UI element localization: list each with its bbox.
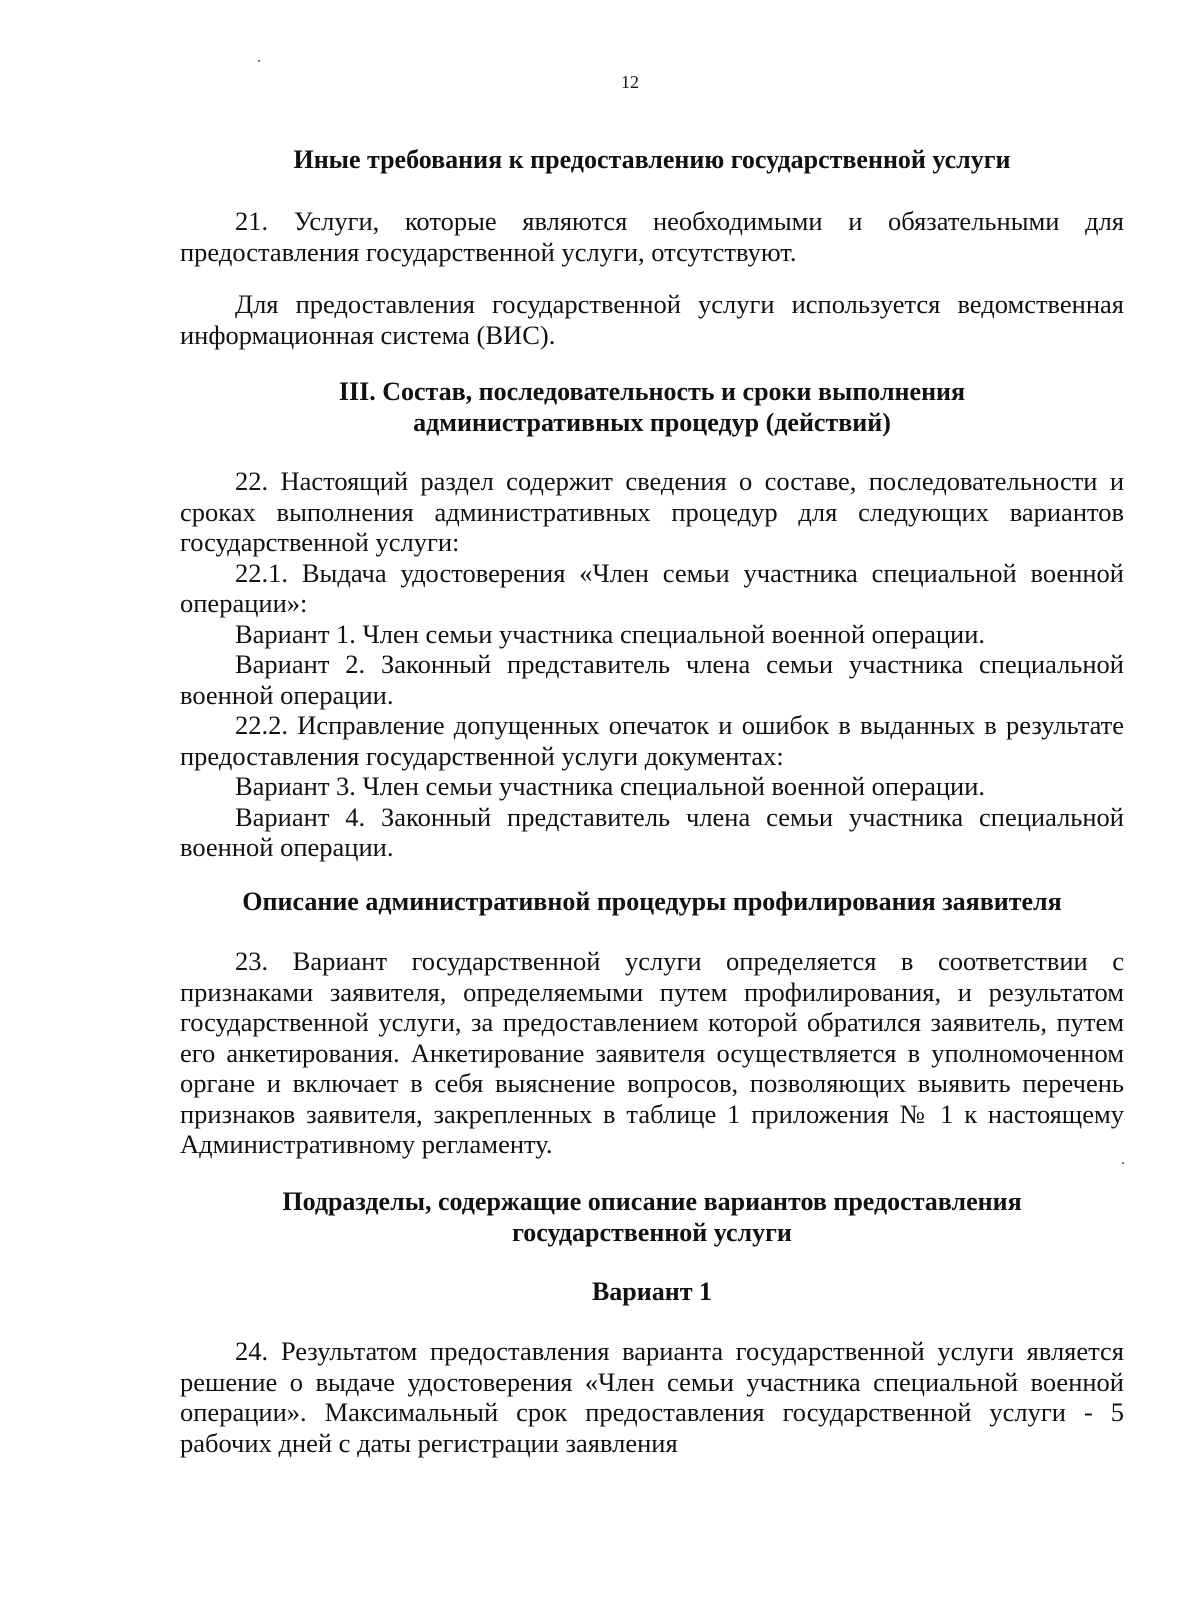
scan-speck (1122, 1162, 1124, 1164)
paragraph-22-2: 22.2. Исправление допущенных опечаток и ошибок в выданных в результате предоставления государственной услуги документах: (180, 710, 1124, 771)
heading-variant-1: Вариант 1 (591, 1277, 713, 1306)
paragraph-24: 24. Результатом предоставления варианта государственной услуги является решение о выдаче удостоверения «Член семьи участника специальной военной операции». Максимальный срок предоставления государственной услуги - 5 рабочих дней с даты регистрации заявления (180, 1336, 1124, 1458)
variant-2-item: Вариант 2. Законный представитель члена семьи участника специальной военной операции. (180, 649, 1124, 710)
scan-speck (258, 60, 260, 62)
heading-section-3 (180, 376, 1124, 438)
paragraph-22-1: 22.1. Выдача удостоверения «Член семьи участника специальной военной операции»: (180, 557, 1124, 618)
heading-other-requirements: Иные требования к предоставлению государственной услуги (293, 145, 1011, 174)
paragraph-22: 22. Настоящий раздел содержит сведения о составе, последовательности и сроках выполнения административных процедур для следующих вариантов государственной услуги: (180, 466, 1124, 557)
heading-subsections-line-2: государственной услуги (512, 1218, 792, 1247)
section-23 (180, 946, 1124, 1160)
variant-4-item: Вариант 4. Законный представитель члена семьи участника специальной военной операции. (180, 801, 1124, 862)
heading-subsections-line-1: Подразделы, содержащие описание вариантов предоставления (282, 1187, 1022, 1216)
heading-subsections (180, 1186, 1124, 1248)
variant-3-item: Вариант 3. Член семьи участника специальной военной операции. (235, 771, 986, 801)
section-22 (180, 466, 1124, 863)
heading-profiling: Описание административной процедуры профилирования заявителя (242, 887, 1062, 916)
page-number: 12 (621, 72, 639, 92)
variant-1-item: Вариант 1. Член семьи участника специальной военной операции. (235, 618, 986, 649)
paragraph-21-vis: Для предоставления государственной услуги используется ведомственная информационная система (ВИС). (180, 289, 1124, 350)
heading-section-3-line-1: III. Состав, последовательность и сроки выполнения (338, 377, 966, 406)
paragraph-21: 21. Услуги, которые являются необходимыми и обязательными для предоставления государственной услуги, отсутствуют. (180, 206, 1124, 267)
heading-section-3-line-2: административных процедур (действий) (413, 408, 891, 437)
section-24 (180, 1336, 1124, 1458)
section-21 (180, 206, 1124, 350)
paragraph-23: 23. Вариант государственной услуги определяется в соответствии с признаками заявителя, определяемыми путем профилирования, и результатом государственной услуги, за предоставлением которой обратился заявитель, путем его анкетирования. Анкетирование заявителя осуществляется в уполномоченном органе и включает в себя выяснение вопросов, позволяющих выявить перечень признаков заявителя, закрепленных в таблице 1 приложения № 1 к настоящему Административному регламенту. (180, 946, 1124, 1159)
